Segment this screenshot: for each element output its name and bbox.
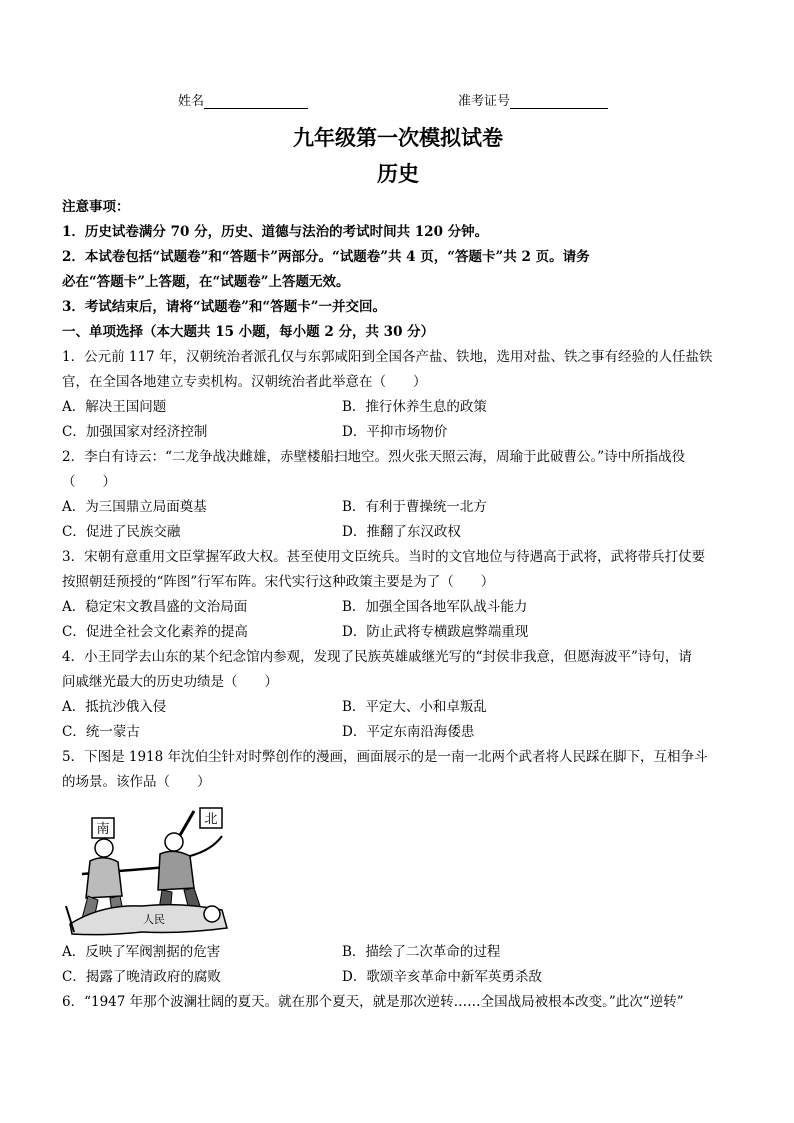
option-b[interactable]: B．推行休养生息的政策 — [342, 399, 487, 415]
name-blank[interactable] — [204, 94, 308, 109]
question-text: 问戚继光最大的历史功绩是（ ） — [62, 674, 278, 690]
question-text: 3．宋朝有意重用文臣掌握军政大权。甚至使用文臣统兵。当时的文官地位与待遇高于武将，武将带兵打仗要 — [62, 549, 706, 565]
notes-line: 1．历史试卷满分 70 分，历史、道德与法治的考试时间共 120 分钟。 — [62, 224, 489, 240]
section-heading: 一、单项选择（本大题共 15 小题，每小题 2 分，共 30 分） — [62, 324, 435, 340]
option-d[interactable]: D．防止武将专横跋扈弊端重现 — [342, 624, 529, 640]
option-a[interactable]: A．解决王国问题 — [62, 399, 167, 415]
notes-heading: 注意事项： — [62, 199, 130, 215]
question-5 — [62, 745, 734, 795]
notes-line: 必在“答题卡”上答题，在“试题卷”上答题无效。 — [62, 274, 350, 290]
option-c[interactable]: C．促进全社会文化素养的提高 — [62, 624, 248, 640]
south-warrior-head — [95, 839, 113, 857]
notes-line: 3．考试结束后，请将“试题卷”和“答题卡”一并交回。 — [62, 299, 386, 315]
notes-line: 2．本试卷包括“试题卷”和“答题卡”两部分。“试题卷”共 4 页，“答题卡”共 2 页。请务 — [62, 249, 590, 265]
subject-title: 历史 — [377, 161, 419, 186]
north-warrior-head — [165, 833, 183, 851]
south-warrior-body — [86, 858, 122, 898]
notes-section — [62, 195, 734, 345]
option-b[interactable]: B．平定大、小和卓叛乱 — [342, 699, 487, 715]
question-text: 1．公元前 117 年，汉朝统治者派孔仅与东郭咸阳到全国各产盐、铁地，选用对盐、铁之事有经验的人任盐铁 — [62, 349, 713, 365]
option-b[interactable]: B．描绘了二次革命的过程 — [342, 944, 501, 960]
option-c[interactable]: C．加强国家对经济控制 — [62, 424, 208, 440]
candidate-info — [62, 90, 734, 110]
cartoon-illustration — [62, 806, 237, 941]
option-a[interactable]: A．稳定宋文教昌盛的文治局面 — [62, 599, 248, 615]
north-warrior-body — [158, 851, 194, 890]
option-b[interactable]: B．有利于曹操统一北方 — [342, 499, 487, 515]
exam-number-blank[interactable] — [510, 94, 608, 109]
question-text: 4．小王同学去山东的某个纪念馆内参观，发现了民族英雄戚继光写的“封侯非我意，但愿海波平”诗句，请 — [62, 649, 692, 665]
option-a[interactable]: A．抵抗沙俄入侵 — [62, 699, 167, 715]
option-b[interactable]: B．加强全国各地军队战斗能力 — [342, 599, 528, 615]
question-3 — [62, 545, 734, 645]
people-label: 人民 — [143, 913, 165, 926]
question-6 — [62, 990, 734, 1015]
option-c[interactable]: C．促进了民族交融 — [62, 524, 181, 540]
option-d[interactable]: D．平定东南沿海倭患 — [342, 724, 475, 740]
option-d[interactable]: D．推翻了东汉政权 — [342, 524, 461, 540]
option-a[interactable]: A．反映了军阀割据的危害 — [62, 944, 221, 960]
question-text: 按照朝廷预授的“阵图”行军布阵。宋代实行这种政策主要是为了（ ） — [62, 574, 495, 590]
exam-number-field[interactable] — [458, 90, 608, 109]
name-label: 姓名 — [178, 94, 205, 109]
question-text: 2．李白有诗云：“二龙争战决雌雄，赤壁楼船扫地空。烈火张天照云海，周瑜于此破曹公。”诗中所指战役 — [62, 449, 686, 465]
exam-number-label: 准考证号 — [458, 94, 511, 109]
question-text: 6．“1947 年那个波澜壮阔的夏天。就在那个夏天，就是那次逆转……全国战局被根本改变。”此次“逆转” — [62, 994, 684, 1010]
north-label: 北 — [204, 812, 218, 827]
question-text: 官，在全国各地建立专卖机构。汉朝统治者此举意在（ ） — [62, 374, 427, 390]
option-d[interactable]: D．平抑市场物价 — [342, 424, 448, 440]
question-text: 5．下图是 1918 年沈伯尘针对时弊创作的漫画，画面展示的是一南一北两个武者将人民踩在脚下，互相争斗 — [62, 749, 708, 765]
south-label: 南 — [96, 822, 110, 837]
question-5-options — [62, 940, 734, 990]
name-field[interactable] — [178, 90, 308, 109]
option-c[interactable]: C．统一蒙古 — [62, 724, 140, 740]
question-text: 的场景。该作品（ ） — [62, 774, 211, 790]
question-text: （ ） — [62, 474, 116, 490]
option-d[interactable]: D．歌颂辛亥革命中新军英勇杀敌 — [342, 969, 542, 985]
exam-title: 九年级第一次模拟试卷 — [293, 125, 503, 150]
question-4 — [62, 645, 734, 745]
option-c[interactable]: C．揭露了晚清政府的腐败 — [62, 969, 221, 985]
question-2 — [62, 445, 734, 545]
question-1 — [62, 345, 734, 445]
option-a[interactable]: A．为三国鼎立局面奠基 — [62, 499, 207, 515]
